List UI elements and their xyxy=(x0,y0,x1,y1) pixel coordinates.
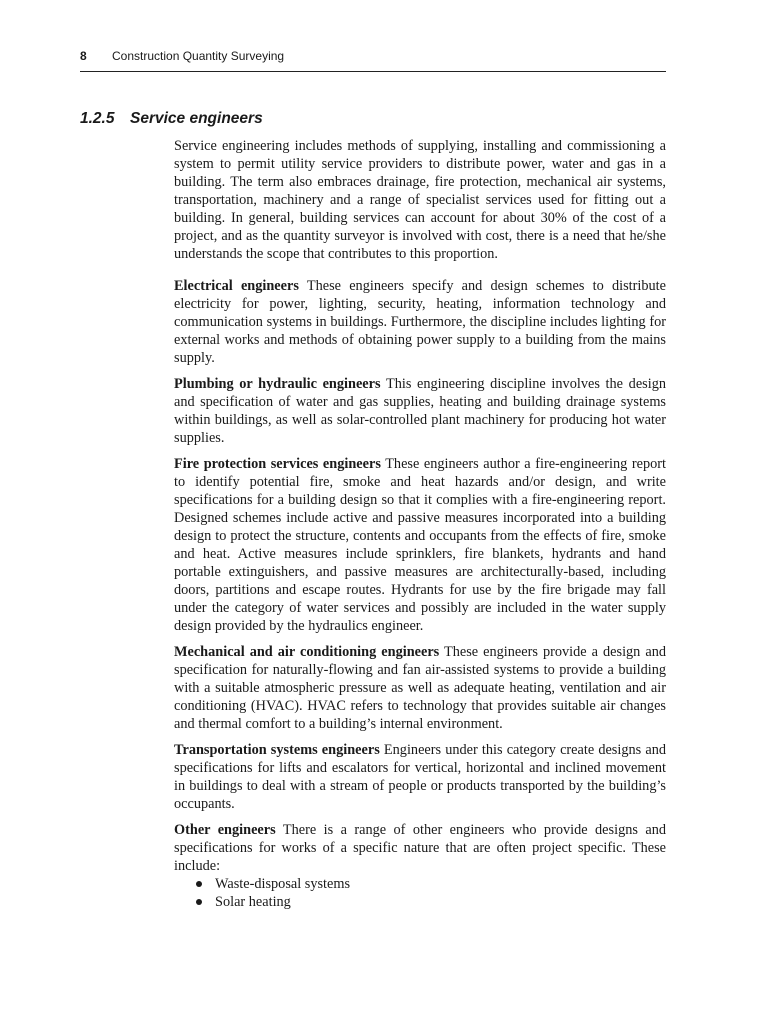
paragraph-text: This engineering discipline involves the design and specification of water and gas supplies, heating and building drainage systems within buildings, as well as solar-controlled plant machinery for producing hot water supplies. xyxy=(174,376,666,446)
paragraph-term: Mechanical and air conditioning engineers xyxy=(174,644,440,660)
paragraph-fire-protection-engineers xyxy=(174,455,666,635)
paragraph-electrical-engineers xyxy=(174,277,666,367)
body-text xyxy=(174,137,666,911)
section-title: Service engineers xyxy=(130,110,263,127)
paragraph-text: There is a range of other engineers who provide designs and specifications for works of a specific nature that are often project specific. These include: xyxy=(174,822,666,874)
paragraph-other-engineers xyxy=(174,821,666,875)
paragraph-term: Transportation systems engineers xyxy=(174,742,380,758)
intro-paragraph: Service engineering includes methods of supplying, installing and commissioning a system to permit utility service providers to distribute power, water and gas in a building. The term also embraces drainage, fire protection, mechanical air systems, transportation, machinery and a range of specialist services used for fitting out a building. In general, building services can account for about 30% of the cost of a project, and as the quantity surveyor is involved with cost, there is a need that he/she understands the scope that contributes to this proportion. xyxy=(174,138,666,262)
paragraph-plumbing-engineers xyxy=(174,375,666,447)
list-item xyxy=(174,875,666,893)
paragraph-text: Engineers under this category create designs and specifications for lifts and escalators for vertical, horizontal and inclined movement in buildings to deal with a stream of people or products transported by the building’s occupants. xyxy=(174,742,666,812)
list-item xyxy=(174,893,666,911)
paragraph-transportation-engineers xyxy=(174,741,666,813)
running-title: Construction Quantity Surveying xyxy=(112,49,285,63)
paragraph-term: Other engineers xyxy=(174,822,276,838)
bullet-icon xyxy=(196,881,202,887)
paragraph-term: Fire protection services engineers xyxy=(174,456,381,472)
paragraph-term: Plumbing or hydraulic engineers xyxy=(174,376,381,392)
paragraph-mechanical-engineers xyxy=(174,643,666,733)
paragraph-text: These engineers author a fire-engineering report to identify potential fire, smoke and heat hazards and/or design, and write specifications for a building design so that it complies with a fire-engineering report. Designed schemes include active and passive measures incorporated into a building design to protect the structure, contents and occupants from the effects of fire, smoke and heat. Active measures include sprinklers, fire blankets, hydrants and hand portable extinguishers, and passive measures are architecturally-based, including doors, partitions and escape routes. Hydrants for use by the fire brigade may fall under the category of water services and possibly are included in the water supply design provided by the hydraulics engineer. xyxy=(174,456,666,634)
bullet-list xyxy=(174,875,666,911)
list-item-text: Solar heating xyxy=(215,894,291,910)
paragraph-term: Electrical engineers xyxy=(174,278,299,294)
list-item-text: Waste-disposal systems xyxy=(215,876,351,892)
page-number: 8 xyxy=(80,49,87,63)
bullet-icon xyxy=(196,899,202,905)
section-heading xyxy=(80,110,263,128)
section-number: 1.2.5 xyxy=(80,110,115,127)
page-header xyxy=(80,49,666,72)
paragraph-text: These engineers provide a design and specification for naturally-flowing and fan air-assisted systems to provide a building with a suitable atmospheric pressure as well as adequate heating, ventilation and air conditioning (HVAC). HVAC refers to technology that provides suitable air changes and thermal comfort to a building’s internal environment. xyxy=(174,644,666,732)
paragraph-text: These engineers specify and design schemes to distribute electricity for power, lighting, security, heating, information technology and communication systems in buildings. Furthermore, the discipline includes lighting for external works and methods of obtaining power supply to a building from the mains supply. xyxy=(174,278,666,366)
